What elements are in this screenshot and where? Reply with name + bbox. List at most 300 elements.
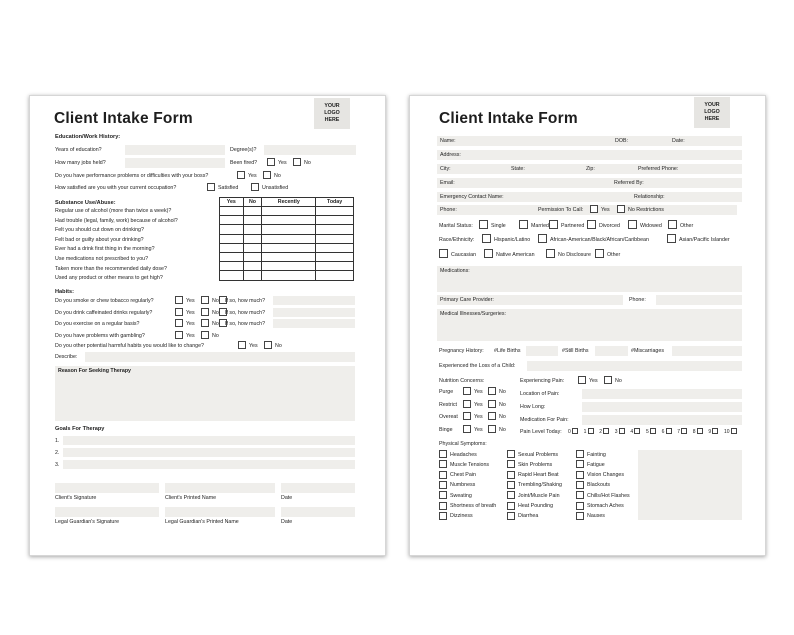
nutrition-yes-label: Yes [474, 414, 483, 420]
pain-level-number: 9 [708, 429, 712, 435]
location-pain-field[interactable] [582, 389, 742, 399]
phone-row-field[interactable] [437, 205, 737, 215]
pain-level-checkbox[interactable] [666, 428, 672, 434]
logo-placeholder-2: YOUR LOGO HERE [694, 97, 730, 128]
substance-row [220, 216, 354, 225]
symptom-checkbox[interactable] [576, 471, 584, 479]
symptom-label: Vision Changes [587, 472, 625, 479]
substance-cell[interactable] [262, 207, 316, 216]
symptom-checkbox[interactable] [439, 471, 447, 479]
habit-question: Do you smoke or chew tobacco regularly? [55, 298, 154, 304]
habit-no-label: No [212, 309, 219, 316]
guardian-signature-field[interactable] [55, 507, 159, 517]
habit-yes-label: Yes [186, 298, 195, 304]
unsatisfied-checkbox[interactable] [251, 183, 259, 191]
medication-pain-label: Medication For Pain: [520, 417, 569, 423]
intake-form-page-2 [409, 95, 766, 556]
describe-label: Describe: [55, 354, 78, 360]
pain-level-number: 4 [630, 429, 634, 435]
substance-cell[interactable] [316, 207, 354, 216]
race-checkbox[interactable] [439, 249, 448, 258]
habit-yes-checkbox[interactable] [175, 308, 183, 316]
substance-question: Used any product or other means to get high? [55, 275, 163, 282]
nutrition-yes-checkbox[interactable] [463, 400, 471, 408]
performance-no-checkbox[interactable] [263, 171, 271, 179]
emergency-label: Emergency Contact Name: [440, 194, 504, 200]
race-checkbox[interactable] [538, 234, 547, 243]
race-option-label: Other [607, 252, 621, 258]
degrees-label: Degree(s)? [230, 147, 257, 153]
nutrition-no-checkbox[interactable] [488, 412, 496, 420]
substance-question: Felt you should cut down on drinking? [55, 227, 144, 234]
name-label: Name: [440, 138, 456, 144]
guardian-printed-field[interactable] [165, 507, 275, 517]
other-habits-label: Do you other potential harmful habits you would like to change? [55, 343, 204, 349]
client-signature-field[interactable] [55, 483, 159, 493]
how-long-label: How Long: [520, 404, 546, 410]
marital-checkbox[interactable] [549, 220, 558, 229]
nutrition-no-label: No [499, 414, 506, 420]
pain-no-label: No [615, 378, 622, 384]
substance-cell[interactable] [316, 234, 354, 243]
habits-heading: Habits: [55, 289, 74, 295]
race-option-label: Native American [496, 252, 535, 258]
symptom-checkbox[interactable] [439, 512, 447, 520]
permission-yes-label: Yes [601, 207, 610, 213]
nutrition-option-label: Binge [439, 426, 453, 433]
performance-yes-checkbox[interactable] [237, 171, 245, 179]
habit-amount-field[interactable] [273, 308, 355, 317]
page-title-2: Client Intake Form [439, 110, 578, 127]
name-row-field[interactable] [437, 136, 742, 146]
symptom-checkbox[interactable] [439, 481, 447, 489]
loss-child-label: Experienced the Loss of a Child: [439, 363, 516, 369]
address-label: Address: [440, 152, 461, 158]
symptom-label: Chest Pain [450, 472, 476, 479]
symptom-label: Diarrhea [518, 513, 539, 520]
symptom-label: Skin Problems [518, 461, 553, 468]
substance-cell[interactable] [220, 252, 244, 261]
marital-label: Marital Status: [439, 223, 473, 229]
substance-cell[interactable] [243, 207, 262, 216]
substance-row [220, 262, 354, 271]
goal-field[interactable] [63, 460, 355, 469]
marital-option-label: Other [680, 223, 694, 229]
pregnancy-label: Pregnancy History: [439, 348, 484, 354]
race-option-label: Asian/Pacific Islander [679, 237, 730, 243]
substance-cell[interactable] [316, 216, 354, 225]
symptom-checkbox[interactable] [576, 481, 584, 489]
substance-cell[interactable] [220, 243, 244, 252]
habit-yes-checkbox[interactable] [175, 331, 183, 339]
fired-no-checkbox[interactable] [293, 158, 301, 166]
habit-no-label: No [212, 332, 219, 339]
education-heading: Education/Work History: [55, 134, 121, 140]
degrees-field[interactable] [264, 145, 356, 155]
permission-label: Permission To Call: [538, 207, 584, 213]
habit-amount-field[interactable] [273, 319, 355, 328]
symptom-label: Heat Pounding [518, 503, 554, 509]
primary-care-label: Primary Care Provider: [440, 297, 494, 303]
substance-question: Regular use of alcohol (more than twice a week)? [55, 208, 172, 214]
race-option-label: Hispanic/Latino [494, 237, 531, 243]
symptom-checkbox[interactable] [507, 512, 515, 520]
habit-yes-label: Yes [186, 332, 195, 339]
substance-cell[interactable] [262, 271, 316, 280]
substance-cell[interactable] [243, 243, 262, 252]
relationship-label: Relationship: [634, 194, 665, 200]
substance-row [220, 225, 354, 234]
still-births-label: #Still Births [562, 348, 589, 354]
nutrition-no-label: No [499, 389, 506, 395]
email-row-field[interactable] [437, 178, 742, 188]
substance-cell[interactable] [243, 262, 262, 271]
fired-yes-label: Yes [278, 160, 287, 166]
jobs-held-field[interactable] [125, 158, 225, 168]
symptom-label: Sweating [450, 492, 472, 499]
substance-col-header: Yes [220, 198, 244, 207]
symptom-checkbox[interactable] [439, 460, 447, 468]
pain-level-number: 5 [646, 429, 649, 435]
substance-cell[interactable] [220, 207, 244, 216]
fired-no-label: No [304, 160, 311, 166]
nutrition-no-checkbox[interactable] [488, 400, 496, 408]
substance-cell[interactable] [262, 216, 316, 225]
medications-field[interactable] [437, 266, 742, 292]
pain-level-checkbox[interactable] [619, 428, 625, 434]
other-habits-no-label: No [275, 343, 282, 349]
marital-option-label: Single [491, 223, 506, 229]
nutrition-option-label: Purge [439, 389, 454, 395]
symptom-checkbox[interactable] [439, 491, 447, 499]
address-field[interactable] [437, 150, 742, 160]
other-habits-yes-label: Yes [249, 343, 258, 349]
substance-cell[interactable] [316, 262, 354, 271]
symptom-label: Joint/Muscle Pain [518, 492, 560, 499]
symptom-checkbox[interactable] [576, 460, 584, 468]
symptom-label: Trembling/Shaking [518, 482, 562, 489]
client-printed-field[interactable] [165, 483, 275, 493]
habit-yes-checkbox[interactable] [175, 319, 183, 327]
substance-cell[interactable] [262, 243, 316, 252]
pain-level-checkbox[interactable] [712, 428, 718, 434]
symptom-checkbox[interactable] [576, 491, 584, 499]
symptom-label: Fainting [587, 451, 606, 458]
pain-level-number: 7 [677, 429, 680, 435]
pain-level-checkbox[interactable] [634, 428, 640, 434]
goal-field[interactable] [63, 436, 355, 445]
symptom-checkbox[interactable] [507, 460, 515, 468]
performance-no-label: No [274, 173, 281, 179]
habit-question: Do you exercise on a regular basis? [55, 321, 140, 327]
race-checkbox[interactable] [667, 234, 676, 243]
habit-no-label: No [212, 298, 219, 304]
race-checkbox[interactable] [595, 249, 604, 258]
symptom-checkbox[interactable] [507, 502, 515, 510]
marital-checkbox[interactable] [479, 220, 488, 229]
goal-field[interactable] [63, 448, 355, 457]
goal-number: 2. [55, 450, 60, 456]
pain-level-number: 8 [692, 429, 696, 435]
dob-label: DOB: [615, 138, 628, 144]
pain-level-checkbox[interactable] [572, 428, 578, 434]
years-education-field[interactable] [125, 145, 225, 155]
habit-no-label: No [212, 321, 219, 327]
habit-yes-checkbox[interactable] [175, 296, 183, 304]
miscarriages-label: #Miscarriages [631, 348, 664, 354]
marital-checkbox[interactable] [668, 220, 677, 229]
medications-label: Medications: [440, 268, 470, 274]
race-option-label: African-American/Black/African/Caribbean [550, 237, 649, 243]
substance-cell[interactable] [220, 271, 244, 280]
substance-cell[interactable] [220, 234, 244, 243]
nutrition-option-label: Overeat [439, 414, 458, 420]
symptom-label: Numbness [450, 482, 476, 489]
symptom-checkbox[interactable] [507, 471, 515, 479]
symptom-label: Muscle Tensions [450, 461, 490, 468]
habit-no-checkbox[interactable] [201, 296, 209, 304]
substance-cell[interactable] [262, 225, 316, 234]
habit-amount-label: If so, how much? [225, 298, 266, 304]
goals-heading: Goals For Therapy [55, 426, 105, 432]
substance-question: Taken more than the recommended daily dose? [55, 265, 167, 272]
jobs-held-label: How many jobs held? [55, 160, 106, 166]
nutrition-yes-label: Yes [474, 426, 483, 433]
pain-level-number: 2 [599, 429, 602, 435]
symptom-label: Nauses [587, 513, 605, 520]
date-label: Date: [672, 138, 685, 144]
habit-yes-label: Yes [186, 321, 195, 327]
pain-level-checkbox[interactable] [731, 428, 737, 434]
race-checkbox[interactable] [482, 234, 491, 243]
symptom-checkbox[interactable] [507, 481, 515, 489]
guardian-signature-label: Legal Guardian's Signature [55, 519, 120, 525]
substance-row [220, 271, 354, 280]
substance-cell[interactable] [262, 262, 316, 271]
marital-checkbox[interactable] [519, 220, 528, 229]
client-signature-label: Client's Signature [55, 495, 97, 501]
nutrition-yes-label: Yes [474, 389, 483, 395]
substance-question: Use medications not prescribed to you? [55, 256, 149, 262]
habit-no-checkbox[interactable] [201, 331, 209, 339]
pain-yes-checkbox[interactable] [578, 376, 586, 384]
goal-number: 1. [55, 438, 60, 444]
fired-yes-checkbox[interactable] [267, 158, 275, 166]
symptom-checkbox[interactable] [439, 450, 447, 458]
symptom-checkbox[interactable] [439, 502, 447, 510]
substance-cell[interactable] [243, 234, 262, 243]
marital-checkbox[interactable] [587, 220, 596, 229]
medical-label: Medical Illnesses/Surgeries: [440, 311, 506, 317]
still-births-field[interactable] [595, 346, 628, 356]
pain-level-number: 3 [614, 429, 618, 435]
habit-amount-label: If so, how much? [225, 321, 266, 327]
substance-cell[interactable] [220, 225, 244, 234]
years-education-label: Years of education? [55, 147, 102, 153]
referred-label: Referred By: [614, 180, 644, 186]
substance-cell[interactable] [243, 216, 262, 225]
nutrition-no-checkbox[interactable] [488, 425, 496, 433]
substance-cell[interactable] [316, 243, 354, 252]
habit-no-checkbox[interactable] [201, 319, 209, 327]
symptom-label: Rapid Heart Beat [518, 472, 559, 479]
pain-level-number: 0 [568, 429, 571, 435]
miscarriages-field[interactable] [672, 346, 742, 356]
nutrition-yes-checkbox[interactable] [463, 412, 471, 420]
how-long-field[interactable] [582, 402, 742, 412]
nutrition-label: Nutrition Concerns: [439, 378, 485, 384]
pain-no-checkbox[interactable] [604, 376, 612, 384]
symptom-checkbox[interactable] [507, 450, 515, 458]
substance-cell[interactable] [262, 252, 316, 261]
habit-yes-label: Yes [186, 309, 195, 316]
race-checkbox[interactable] [546, 249, 555, 258]
substance-cell[interactable] [243, 271, 262, 280]
marital-checkbox[interactable] [628, 220, 637, 229]
marital-option-label: Partnered [561, 223, 585, 229]
substance-col-header: Today [316, 198, 354, 207]
symptom-label: Fatigue [587, 461, 605, 468]
client-printed-label: Client's Printed Name [165, 495, 217, 501]
city-label: City: [440, 166, 451, 172]
pain-level-number: 10 [724, 429, 730, 435]
satisfied-checkbox[interactable] [207, 183, 215, 191]
guardian-date-field[interactable] [281, 507, 355, 517]
preferred-phone-label: Preferred Phone: [638, 166, 679, 172]
intake-form-page-1 [29, 95, 386, 556]
pain-level-checkbox[interactable] [650, 428, 656, 434]
substance-cell[interactable] [243, 252, 262, 261]
pain-level-number: 6 [661, 429, 665, 435]
medication-pain-field[interactable] [582, 415, 742, 425]
symptom-checkbox[interactable] [576, 450, 584, 458]
substance-cell[interactable] [316, 271, 354, 280]
nutrition-no-checkbox[interactable] [488, 387, 496, 395]
symptom-label: Headaches [450, 451, 477, 458]
been-fired-label: Been fired? [230, 160, 258, 166]
nutrition-option-label: Restrict [439, 401, 457, 408]
zip-label: Zip: [586, 166, 595, 172]
pain-level-checkbox[interactable] [588, 428, 594, 434]
permission-no-label: No Restrictions [628, 207, 664, 213]
symptom-label: Blackouts [587, 482, 610, 489]
symptom-label: Chills/Hot Flashes [587, 492, 630, 499]
race-label: Race/Ethnicity: [439, 237, 475, 243]
phone2-field[interactable] [656, 295, 742, 305]
substance-cell[interactable] [316, 252, 354, 261]
pain-level-label: Pain Level Today: [520, 429, 562, 435]
substance-table [219, 197, 354, 281]
marital-option-label: Widowed [640, 223, 662, 229]
pain-level-number: 1 [583, 429, 587, 435]
life-births-label: #Life Births [494, 348, 521, 354]
other-habits-yes-checkbox[interactable] [238, 341, 246, 349]
guardian-printed-label: Legal Guardian's Printed Name [165, 519, 239, 525]
client-date-field[interactable] [281, 483, 355, 493]
substance-cell[interactable] [220, 262, 244, 271]
reason-field[interactable] [55, 366, 355, 421]
nutrition-yes-label: Yes [474, 401, 483, 408]
substance-row [220, 243, 354, 252]
phone2-label: Phone: [629, 297, 646, 303]
substance-cell[interactable] [243, 225, 262, 234]
phone-label: Phone: [440, 207, 457, 213]
guardian-date-label: Date [281, 519, 293, 525]
reason-label: Reason For Seeking Therapy [58, 368, 132, 374]
symptom-label: Shortness of breath [450, 503, 497, 509]
permission-yes-checkbox[interactable] [590, 205, 598, 213]
symptom-label: Sexual Problems [518, 451, 559, 458]
symptom-checkbox[interactable] [576, 512, 584, 520]
habit-question: Do you drink caffeinated drinks regularly? [55, 309, 153, 316]
substance-row [220, 234, 354, 243]
nutrition-yes-checkbox[interactable] [463, 387, 471, 395]
habit-amount-label: If so, how much? [225, 309, 266, 316]
satisfied-question: How satisfied are you with your current occupation? [55, 185, 177, 191]
location-pain-label: Location of Pain: [520, 391, 560, 397]
describe-field[interactable] [85, 352, 355, 362]
pain-level-checkbox[interactable] [681, 428, 687, 434]
symptom-label: Stomach Aches [587, 503, 624, 509]
unsatisfied-label: Unsatisfied [262, 185, 289, 191]
page-title: Client Intake Form [54, 110, 193, 127]
other-habits-no-checkbox[interactable] [264, 341, 272, 349]
substance-question: Had trouble (legal, family, work) because of alcohol? [55, 217, 178, 224]
substance-col-header: Recently [262, 198, 316, 207]
permission-no-checkbox[interactable] [617, 205, 625, 213]
nutrition-no-label: No [499, 426, 506, 433]
habit-no-checkbox[interactable] [201, 308, 209, 316]
pain-level-checkbox[interactable] [697, 428, 703, 434]
race-option-label: Caucasian [451, 252, 477, 258]
substance-cell[interactable] [262, 234, 316, 243]
satisfied-label: Satisfied [218, 185, 239, 191]
experiencing-pain-label: Experiencing Pain: [520, 378, 565, 384]
substance-row [220, 252, 354, 261]
substance-question: Ever had a drink first thing in the morning? [55, 246, 155, 253]
performance-yes-label: Yes [248, 173, 257, 179]
physical-label: Physical Symptoms: [439, 441, 487, 447]
habit-question: Do you have problems with gambling? [55, 332, 145, 339]
marital-option-label: Married [531, 223, 549, 229]
state-label: State: [511, 166, 525, 172]
pain-yes-label: Yes [589, 378, 598, 384]
substance-col-header: No [243, 198, 262, 207]
client-date-label: Date [281, 495, 293, 501]
substance-question: Felt bad or guilty about your drinking? [55, 236, 144, 243]
performance-label: Do you have performance problems or difficulties with your boss? [55, 173, 209, 179]
email-label: Email: [440, 180, 455, 186]
symptom-checkbox[interactable] [576, 502, 584, 510]
substance-row [220, 207, 354, 216]
substance-cell[interactable] [316, 225, 354, 234]
pain-level-checkbox[interactable] [603, 428, 609, 434]
life-births-field[interactable] [526, 346, 558, 356]
symptom-label: Dizziness [450, 513, 473, 520]
nutrition-yes-checkbox[interactable] [463, 425, 471, 433]
race-option-label: No Disclosure [558, 252, 591, 258]
logo-placeholder: YOUR LOGO HERE [314, 98, 350, 129]
race-checkbox[interactable] [484, 249, 493, 258]
marital-option-label: Divorced [599, 223, 620, 229]
other-symptoms-field[interactable] [638, 450, 742, 520]
habit-amount-field[interactable] [273, 296, 355, 305]
symptom-checkbox[interactable] [507, 491, 515, 499]
loss-child-field[interactable] [527, 361, 742, 371]
goal-number: 3. [55, 462, 60, 468]
substance-heading: Substance Use/Abuse: [55, 200, 116, 206]
substance-cell[interactable] [220, 216, 244, 225]
